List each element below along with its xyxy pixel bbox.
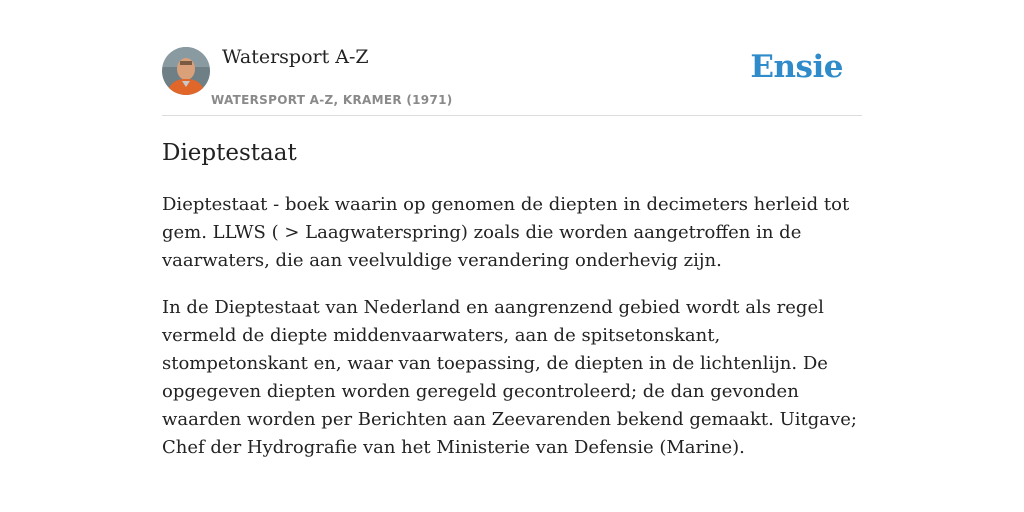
brand-logo-link[interactable]: Ensie — [750, 49, 843, 85]
source-title-link[interactable]: Watersport A-Z — [222, 46, 369, 68]
avatar-image — [162, 47, 210, 95]
page — [162, 0, 862, 458]
paragraph: Dieptestaat - boek waarin op genomen de diepten in decimeters herleid tot gem. LLWS ( > Laagwaterspring) zoals die worden aangetroffen in de vaarwaters, die aan veelvuldige verandering onderhevig zijn. — [162, 194, 850, 271]
paragraph: In de Dieptestaat van Nederland en aangrenzend gebied wordt als regel vermeld de diepte middenvaarwaters, aan de spitsetonskant, stompetonskant en, waar van toepassing, de diepten in de lichtenlijn. De opgegeven diepten worden geregeld gecontroleerd; de dan gevonden waarden worden per Berichten aan Zeevarenden bekend gemaakt. Uitgave; Chef der Hydrografie van het Ministerie van Defensie (Marine). — [162, 297, 857, 458]
page-title: Dieptestaat — [162, 140, 297, 166]
article-body — [162, 191, 862, 481]
header — [162, 0, 862, 116]
avatar[interactable] — [162, 47, 210, 95]
source-subtitle: WATERSPORT A-Z, KRAMER (1971) — [211, 93, 453, 107]
